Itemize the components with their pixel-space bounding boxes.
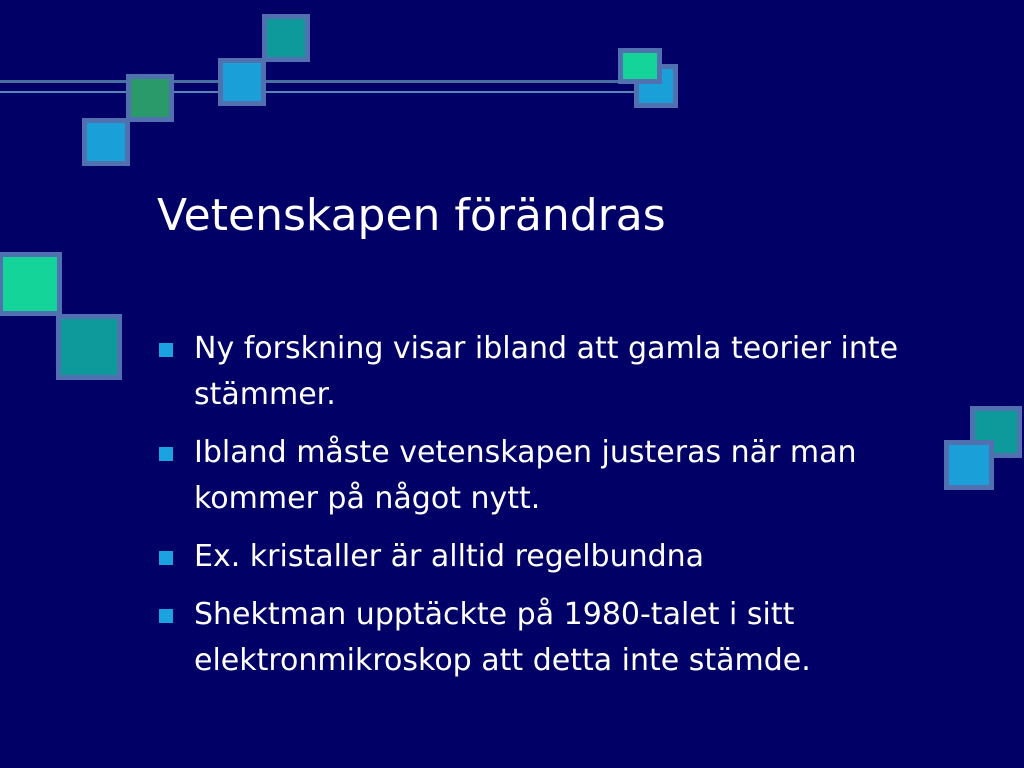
- decor-square: [262, 14, 310, 62]
- bullet-text: Ny forskning visar ibland att gamla teorier inte stämmer.: [194, 331, 899, 412]
- decor-square: [0, 252, 62, 316]
- decor-square: [56, 314, 122, 380]
- bullet-square-icon: [159, 447, 173, 461]
- bullet-square-icon: [159, 609, 173, 623]
- decor-square: [82, 118, 130, 166]
- bullet-text: Ibland måste vetenskapen justeras när man kommer på något nytt.: [194, 435, 857, 516]
- bullet-text: Ex. kristaller är alltid regelbundna: [194, 539, 705, 574]
- bullet-list: [157, 326, 937, 696]
- decor-square: [126, 74, 174, 122]
- bullet-square-icon: [159, 343, 173, 357]
- bullet-item: [157, 592, 937, 684]
- bullet-item: [157, 534, 937, 580]
- slide-title: Vetenskapen förändras: [157, 190, 666, 241]
- bullet-text: Shektman upptäckte på 1980-talet i sitt elektronmikroskop att detta inte stämde.: [194, 597, 811, 678]
- decor-line-top-lower: [0, 91, 640, 93]
- decor-square: [218, 58, 266, 106]
- bullet-item: [157, 326, 937, 418]
- bullet-square-icon: [159, 551, 173, 565]
- decor-square: [944, 440, 994, 490]
- decor-square: [618, 48, 662, 84]
- decor-line-top: [0, 80, 655, 83]
- bullet-item: [157, 430, 937, 522]
